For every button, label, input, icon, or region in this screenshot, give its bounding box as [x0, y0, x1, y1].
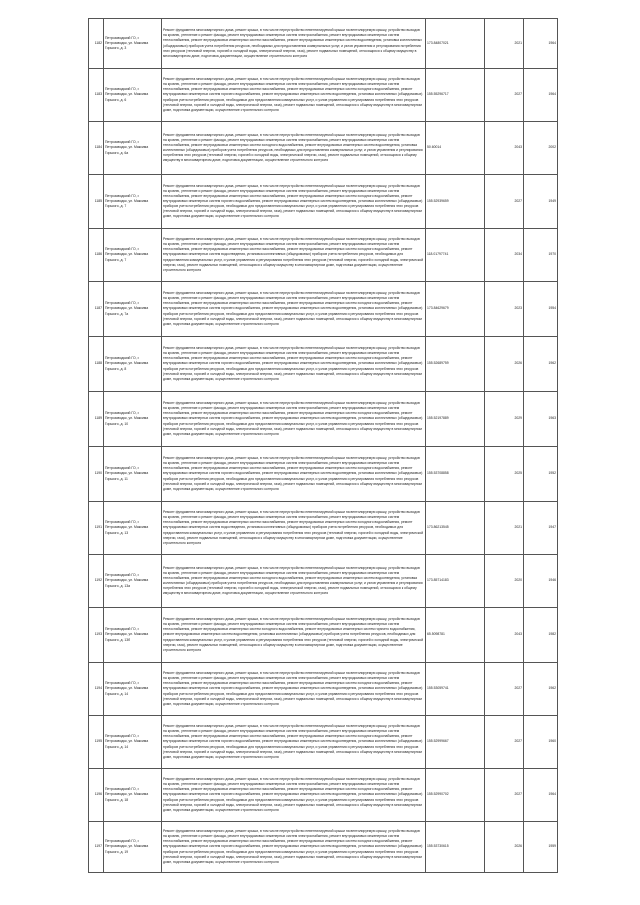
- address-cell: Петрозаводский ГО, г. Петрозаводск, ул. Максима Горького, д. 7а: [104, 282, 162, 337]
- row-number: 1192: [89, 555, 104, 608]
- row-number: 1197: [89, 822, 104, 873]
- address-cell: Петрозаводский ГО, г. Петрозаводск, ул. Максима Горького, д. 7: [104, 175, 162, 229]
- area-cell: 155.53708858: [426, 447, 485, 502]
- build-year-cell: 1949: [524, 175, 558, 229]
- works-description-cell: Ремонт фундамента многоквартирного дома, ремонт крыши, в том числе переустройство невентилируемой крыши на вентилируемую крышу, устройство выходов на кровлю, утепление и ремонт фасада, ремонт внутридомовых инженерных систем электроснабжения, ремонт внутридомовых инженерных систем теплоснабжения, ремонт внутридомовых инженерных систем газоснабжения, ремонт внутридомовых инженерных систем холодного водоснабжения, ремонт внутридомовых инженерных систем горячего водоснабжения, ремонт внутридомовых инженерных систем водоотведения, установка коллективных (общедомовых) приборов учета потребления ресурсов, необходимых для предоставления коммунальных услуг, и узлов управления и регулирования потребления этих ресурсов (тепловой энергии, горячей и холодной воды, электрической энергии, газа), ремонт подвальных помещений, относящихся к общему имуществу в многоквартирном доме, подготовка документации, осуществление строительного контроля: [162, 175, 426, 229]
- area-cell: 65.5098781: [426, 608, 485, 663]
- planned-year-cell: 2027: [485, 716, 524, 769]
- works-description-cell: Ремонт фундамента многоквартирного дома, ремонт крыши, в том числе переустройство невентилируемой крыши на вентилируемую крышу, устройство выходов на кровлю, утепление и ремонт фасада, ремонт внутридомовых инженерных систем электроснабжения, ремонт внутридомовых инженерных систем теплоснабжения, ремонт внутридомовых инженерных систем газоснабжения, ремонт внутридомовых инженерных систем холодного водоснабжения, ремонт внутридомовых инженерных систем горячего водоснабжения, ремонт внутридомовых инженерных систем водоотведения, установка коллективных (общедомовых) приборов учета потребления ресурсов, необходимых для предоставления коммунальных услуг, и узлов управления и регулирования потребления этих ресурсов (тепловой энергии, горячей и холодной воды, электрической энергии, газа), ремонт подвальных помещений, относящихся к общему имуществу в многоквартирном доме, подготовка документации, осуществление строительного контроля: [162, 663, 426, 716]
- area-cell: 155.55296717: [426, 69, 485, 122]
- row-number: 1184: [89, 122, 104, 175]
- table-row: [89, 392, 558, 447]
- build-year-cell: 1970: [524, 229, 558, 282]
- table-row: [89, 716, 558, 769]
- planned-year-cell: 2027: [485, 175, 524, 229]
- planned-year-cell: 2027: [485, 69, 524, 122]
- area-cell: 173.84807021: [426, 19, 485, 69]
- table-row: [89, 822, 558, 873]
- planned-year-cell: 2025: [485, 447, 524, 502]
- table-row: [89, 229, 558, 282]
- area-cell: 173.85714183: [426, 555, 485, 608]
- table-row: [89, 769, 558, 822]
- build-year-cell: 1952: [524, 447, 558, 502]
- repair-program-table: [88, 18, 558, 873]
- planned-year-cell: 2026: [485, 822, 524, 873]
- works-description-cell: Ремонт фундамента многоквартирного дома, ремонт крыши, в том числе переустройство невентилируемой крыши на вентилируемую крышу, устройство выходов на кровлю, утепление и ремонт фасада, ремонт внутридомовых инженерных систем электроснабжения, ремонт внутридомовых инженерных систем теплоснабжения, ремонт внутридомовых инженерных систем холодного водоснабжения, ремонт внутридомовых инженерных систем водоотведения, установка коллективных (общедомовых) приборов учета потребления ресурсов, необходимых для предоставления коммунальных услуг, и узлов управления и регулирования потребления этих ресурсов (тепловой энергии, горячей и холодной воды, электрической энергии, газа), ремонт подвальных помещений, относящихся к общему имуществу в многоквартирном доме, подготовка документации, осуществление строительного контроля: [162, 555, 426, 608]
- address-cell: Петрозаводский ГО, г. Петрозаводск, ул. Максима Горького, д. 10: [104, 392, 162, 447]
- works-description-cell: Ремонт фундамента многоквартирного дома, ремонт крыши, в том числе переустройство невентилируемой крыши на вентилируемую крышу, устройство выходов на кровлю, утепление и ремонт фасада, ремонт внутридомовых инженерных систем электроснабжения, ремонт внутридомовых инженерных систем теплоснабжения, ремонт внутридомовых инженерных систем газоснабжения, ремонт внутридомовых инженерных систем холодного водоснабжения, ремонт внутридомовых инженерных систем горячего водоснабжения, ремонт внутридомовых инженерных систем водоотведения, установка коллективных (общедомовых) приборов учета потребления ресурсов, необходимых для предоставления коммунальных услуг, и узлов управления и регулирования потребления этих ресурсов (тепловой энергии, горячей и холодной воды, электрической энергии, газа), ремонт подвальных помещений, относящихся к общему имуществу в многоквартирном доме, подготовка документации, осуществление строительного контроля: [162, 392, 426, 447]
- row-number: 1185: [89, 175, 104, 229]
- works-description-cell: Ремонт фундамента многоквартирного дома, ремонт крыши, в том числе переустройство невентилируемой крыши на вентилируемую крышу, устройство выходов на кровлю, утепление и ремонт фасада, ремонт внутридомовых инженерных систем электроснабжения, ремонт внутридомовых инженерных систем теплоснабжения, ремонт внутридомовых инженерных систем газоснабжения, ремонт внутридомовых инженерных систем холодного водоснабжения, ремонт внутридомовых инженерных систем горячего водоснабжения, ремонт внутридомовых инженерных систем водоотведения, установка коллективных (общедомовых) приборов учета потребления ресурсов, необходимых для предоставления коммунальных услуг, и узлов управления и регулирования потребления этих ресурсов (тепловой энергии, горячей и холодной воды, электрической энергии, газа), ремонт подвальных помещений, относящихся к общему имуществу в многоквартирном доме, подготовка документации, осуществление строительного контроля: [162, 337, 426, 392]
- build-year-cell: 1964: [524, 19, 558, 69]
- area-cell: 155.52197889: [426, 392, 485, 447]
- works-description-cell: Ремонт фундамента многоквартирного дома, ремонт крыши, в том числе переустройство невентилируемой крыши на вентилируемую крышу, устройство выходов на кровлю, утепление и ремонт фасада, ремонт внутридомовых инженерных систем электроснабжения, ремонт внутридомовых инженерных систем теплоснабжения, ремонт внутридомовых инженерных систем газоснабжения, ремонт внутридомовых инженерных систем водоотведения, установка коллективных (общедомовых) приборов учета потребления ресурсов, необходимых для предоставления коммунальных услуг, и узлов управления и регулирования потребления этих ресурсов (тепловой энергии, горячей и холодной воды, электрической энергии, газа), ремонт подвальных помещений, относящихся к общему имуществу в многоквартирном доме, подготовка документации, осуществление строительного контроля: [162, 19, 426, 69]
- address-cell: Петрозаводский ГО, г. Петрозаводск, ул. Максима Горького, д. 6а: [104, 122, 162, 175]
- area-cell: 155.52990702: [426, 769, 485, 822]
- row-number: 1195: [89, 716, 104, 769]
- table-row: [89, 19, 558, 69]
- build-year-cell: 1946: [524, 555, 558, 608]
- address-cell: Петрозаводский ГО, г. Петрозаводск, ул. Максима Горького, д. 19: [104, 822, 162, 873]
- works-description-cell: Ремонт фундамента многоквартирного дома, ремонт крыши, в том числе переустройство невентилируемой крыши на вентилируемую крышу, устройство выходов на кровлю, утепление и ремонт фасада, ремонт внутридомовых инженерных систем электроснабжения, ремонт внутридомовых инженерных систем теплоснабжения, ремонт внутридомовых инженерных систем газоснабжения, ремонт внутридомовых инженерных систем холодного водоснабжения, ремонт внутридомовых инженерных систем водоотведения, установка коллективных (общедомовых) приборов учета потребления ресурсов, необходимых для предоставления коммунальных услуг, и узлов управления и регулирования потребления этих ресурсов (тепловой энергии, горячей и холодной воды, электрической энергии, газа), ремонт подвальных помещений, относящихся к общему имуществу в многоквартирном доме, подготовка документации, осуществление строительного контроля: [162, 502, 426, 555]
- planned-year-cell: 2027: [485, 663, 524, 716]
- works-description-cell: Ремонт фундамента многоквартирного дома, ремонт крыши, в том числе переустройство невентилируемой крыши на вентилируемую крышу, устройство выходов на кровлю, утепление и ремонт фасада, ремонт внутридомовых инженерных систем электроснабжения, ремонт внутридомовых инженерных систем теплоснабжения, ремонт внутридомовых инженерных систем холодного водоснабжения, ремонт внутридомовых инженерных систем горячего водоснабжения, ремонт внутридомовых инженерных систем водоотведения, установка коллективных (общедомовых) приборов учета потребления ресурсов, необходимых для предоставления коммунальных услуг, и узлов управления и регулирования потребления этих ресурсов (тепловой энергии, горячей и холодной воды, электрической энергии, газа), ремонт подвальных помещений, относящихся к общему имуществу в многоквартирном доме, подготовка документации, осуществление строительного контроля: [162, 608, 426, 663]
- works-description-cell: Ремонт фундамента многоквартирного дома, ремонт крыши, в том числе переустройство невентилируемой крыши на вентилируемую крышу, устройство выходов на кровлю, утепление и ремонт фасада, ремонт внутридомовых инженерных систем электроснабжения, ремонт внутридомовых инженерных систем теплоснабжения, ремонт внутридомовых инженерных систем газоснабжения, ремонт внутридомовых инженерных систем холодного водоснабжения, ремонт внутридомовых инженерных систем горячего водоснабжения, ремонт внутридомовых инженерных систем водоотведения, установка коллективных (общедомовых) приборов учета потребления ресурсов, необходимых для предоставления коммунальных услуг, и узлов управления и регулирования потребления этих ресурсов (тепловой энергии, горячей и холодной воды, электрической энергии, газа), ремонт подвальных помещений, относящихся к общему имуществу в многоквартирном доме, подготовка документации, осуществление строительного контроля: [162, 822, 426, 873]
- row-number: 1196: [89, 769, 104, 822]
- table-row: [89, 502, 558, 555]
- area-cell: 155.52689759: [426, 337, 485, 392]
- table-body: [89, 19, 558, 873]
- address-cell: Петрозаводский ГО, г. Петрозаводск, ул. Максима Горького, д. 14: [104, 663, 162, 716]
- area-cell: 50.60014: [426, 122, 485, 175]
- table-row: [89, 282, 558, 337]
- address-cell: Петрозаводский ГО, г. Петрозаводск, ул. Максима Горького, д. 13б: [104, 608, 162, 663]
- build-year-cell: 1964: [524, 69, 558, 122]
- works-description-cell: Ремонт фундамента многоквартирного дома, ремонт крыши, в том числе переустройство невентилируемой крыши на вентилируемую крышу, устройство выходов на кровлю, утепление и ремонт фасада, ремонт внутридомовых инженерных систем электроснабжения, ремонт внутридомовых инженерных систем теплоснабжения, ремонт внутридомовых инженерных систем газоснабжения, ремонт внутридомовых инженерных систем холодного водоснабжения, ремонт внутридомовых инженерных систем горячего водоснабжения, ремонт внутридомовых инженерных систем водоотведения, установка коллективных (общедомовых) приборов учета потребления ресурсов, необходимых для предоставления коммунальных услуг, и узлов управления и регулирования потребления этих ресурсов (тепловой энергии, горячей и холодной воды, электрической энергии, газа), ремонт подвальных помещений, относящихся к общему имуществу в многоквартирном доме, подготовка документации, осуществление строительного контроля: [162, 716, 426, 769]
- area-cell: 155.52999667: [426, 716, 485, 769]
- table-row: [89, 122, 558, 175]
- planned-year-cell: 2023: [485, 282, 524, 337]
- row-number: 1186: [89, 229, 104, 282]
- table-row: [89, 337, 558, 392]
- planned-year-cell: 2026: [485, 337, 524, 392]
- works-description-cell: Ремонт фундамента многоквартирного дома, ремонт крыши, в том числе переустройство невентилируемой крыши на вентилируемую крышу, устройство выходов на кровлю, утепление и ремонт фасада, ремонт внутридомовых инженерных систем электроснабжения, ремонт внутридомовых инженерных систем теплоснабжения, ремонт внутридомовых инженерных систем газоснабжения, ремонт внутридомовых инженерных систем холодного водоснабжения, ремонт внутридомовых инженерных систем горячего водоснабжения, ремонт внутридомовых инженерных систем водоотведения, установка коллективных (общедомовых) приборов учета потребления ресурсов, необходимых для предоставления коммунальных услуг, и узлов управления и регулирования потребления этих ресурсов (тепловой энергии, горячей и холодной воды, электрической энергии, газа), ремонт подвальных помещений, относящихся к общему имуществу в многоквартирном доме, подготовка документации, осуществление строительного контроля: [162, 447, 426, 502]
- build-year-cell: 2002: [524, 122, 558, 175]
- row-number: 1191: [89, 502, 104, 555]
- build-year-cell: 1959: [524, 822, 558, 873]
- works-description-cell: Ремонт фундамента многоквартирного дома, ремонт крыши, в том числе переустройство невентилируемой крыши на вентилируемую крышу, устройство выходов на кровлю, утепление и ремонт фасада, ремонт внутридомовых инженерных систем электроснабжения, ремонт внутридомовых инженерных систем теплоснабжения, ремонт внутридомовых инженерных систем газоснабжения, ремонт внутридомовых инженерных систем холодного водоснабжения, ремонт внутридомовых инженерных систем горячего водоснабжения, ремонт внутридомовых инженерных систем водоотведения, установка коллективных (общедомовых) приборов учета потребления ресурсов, необходимых для предоставления коммунальных услуг, и узлов управления и регулирования потребления этих ресурсов (тепловой энергии, горячей и холодной воды, электрической энергии, газа), ремонт подвальных помещений, относящихся к общему имуществу в многоквартирном доме, подготовка документации, осуществление строительного контроля: [162, 69, 426, 122]
- area-cell: 118.01797741: [426, 229, 485, 282]
- table-row: [89, 69, 558, 122]
- works-description-cell: Ремонт фундамента многоквартирного дома, ремонт крыши, в том числе переустройство невентилируемой крыши на вентилируемую крышу, устройство выходов на кровлю, утепление и ремонт фасада, ремонт внутридомовых инженерных систем электроснабжения, ремонт внутридомовых инженерных систем теплоснабжения, ремонт внутридомовых инженерных систем газоснабжения, ремонт внутридомовых инженерных систем холодного водоснабжения, ремонт внутридомовых инженерных систем водоотведения, установка коллективных (общедомовых) приборов учета потребления ресурсов, необходимых для предоставления коммунальных услуг, и узлов управления и регулирования потребления этих ресурсов (тепловой энергии, горячей и холодной воды, электрической энергии, газа), ремонт подвальных помещений, относящихся к общему имуществу в многоквартирном доме, подготовка документации, осуществление строительного контроля: [162, 229, 426, 282]
- planned-year-cell: 2021: [485, 502, 524, 555]
- row-number: 1188: [89, 337, 104, 392]
- planned-year-cell: 2043: [485, 608, 524, 663]
- address-cell: Петрозаводский ГО, г. Петрозаводск, ул. Максима Горького, д. 11: [104, 447, 162, 502]
- address-cell: Петрозаводский ГО, г. Петрозаводск, ул. Максима Горького, д. 3: [104, 19, 162, 69]
- build-year-cell: 1960: [524, 716, 558, 769]
- address-cell: Петрозаводский ГО, г. Петрозаводск, ул. Максима Горького, д. 6: [104, 69, 162, 122]
- area-cell: 173.84629679: [426, 282, 485, 337]
- area-cell: 155.53059741: [426, 663, 485, 716]
- build-year-cell: 1982: [524, 608, 558, 663]
- row-number: 1182: [89, 19, 104, 69]
- row-number: 1187: [89, 282, 104, 337]
- works-description-cell: Ремонт фундамента многоквартирного дома, ремонт крыши, в том числе переустройство невентилируемой крыши на вентилируемую крышу, устройство выходов на кровлю, утепление и ремонт фасада, ремонт внутридомовых инженерных систем электроснабжения, ремонт внутридомовых инженерных систем теплоснабжения, ремонт внутридомовых инженерных систем газоснабжения, ремонт внутридомовых инженерных систем холодного водоснабжения, ремонт внутридомовых инженерных систем горячего водоснабжения, ремонт внутридомовых инженерных систем водоотведения, установка коллективных (общедомовых) приборов учета потребления ресурсов, необходимых для предоставления коммунальных услуг, и узлов управления и регулирования потребления этих ресурсов (тепловой энергии, горячей и холодной воды, электрической энергии, газа), ремонт подвальных помещений, относящихся к общему имуществу в многоквартирном доме, подготовка документации, осуществление строительного контроля: [162, 769, 426, 822]
- planned-year-cell: 2027: [485, 769, 524, 822]
- row-number: 1194: [89, 663, 104, 716]
- table-row: [89, 175, 558, 229]
- row-number: 1193: [89, 608, 104, 663]
- build-year-cell: 1962: [524, 663, 558, 716]
- area-cell: 155.52939659: [426, 175, 485, 229]
- planned-year-cell: 2020: [485, 555, 524, 608]
- build-year-cell: 1947: [524, 502, 558, 555]
- works-description-cell: Ремонт фундамента многоквартирного дома, ремонт крыши, в том числе переустройство невентилируемой крыши на вентилируемую крышу, устройство выходов на кровлю, утепление и ремонт фасада, ремонт внутридомовых инженерных систем электроснабжения, ремонт внутридомовых инженерных систем теплоснабжения, ремонт внутридомовых инженерных систем холодного водоснабжения, ремонт внутридомовых инженерных систем водоотведения, установка коллективных (общедомовых) приборов учета потребления ресурсов, необходимых для предоставления коммунальных услуг, и узлов управления и регулирования потребления этих ресурсов (тепловой энергии, горячей и холодной воды, электрической энергии, газа), ремонт подвальных помещений, относящихся к общему имуществу в многоквартирном доме, подготовка документации, осуществление строительного контроля: [162, 122, 426, 175]
- address-cell: Петрозаводский ГО, г. Петрозаводск, ул. Максима Горького, д. 13: [104, 502, 162, 555]
- document-page: [88, 18, 556, 873]
- table-row: [89, 663, 558, 716]
- build-year-cell: 1954: [524, 282, 558, 337]
- build-year-cell: 1963: [524, 392, 558, 447]
- area-cell: 155.53730615: [426, 822, 485, 873]
- build-year-cell: 1964: [524, 769, 558, 822]
- planned-year-cell: 2029: [485, 392, 524, 447]
- build-year-cell: 1962: [524, 337, 558, 392]
- works-description-cell: Ремонт фундамента многоквартирного дома, ремонт крыши, в том числе переустройство невентилируемой крыши на вентилируемую крышу, устройство выходов на кровлю, утепление и ремонт фасада, ремонт внутридомовых инженерных систем электроснабжения, ремонт внутридомовых инженерных систем теплоснабжения, ремонт внутридомовых инженерных систем газоснабжения, ремонт внутридомовых инженерных систем холодного водоснабжения, ремонт внутридомовых инженерных систем горячего водоснабжения, ремонт внутридомовых инженерных систем водоотведения, установка коллективных (общедомовых) приборов учета потребления ресурсов, необходимых для предоставления коммунальных услуг, и узлов управления и регулирования потребления этих ресурсов (тепловой энергии, горячей и холодной воды, электрической энергии, газа), ремонт подвальных помещений, относящихся к общему имуществу в многоквартирном доме, подготовка документации, осуществление строительного контроля: [162, 282, 426, 337]
- planned-year-cell: 2043: [485, 122, 524, 175]
- row-number: 1189: [89, 392, 104, 447]
- address-cell: Петрозаводский ГО, г. Петрозаводск, ул. Максима Горького, д. 14: [104, 716, 162, 769]
- table-row: [89, 447, 558, 502]
- address-cell: Петрозаводский ГО, г. Петрозаводск, ул. Максима Горького, д. 13а: [104, 555, 162, 608]
- row-number: 1183: [89, 69, 104, 122]
- table-row: [89, 555, 558, 608]
- address-cell: Петрозаводский ГО, г. Петрозаводск, ул. Максима Горького, д. 8: [104, 337, 162, 392]
- address-cell: Петрозаводский ГО, г. Петрозаводск, ул. Максима Горького, д. 18: [104, 769, 162, 822]
- planned-year-cell: 2021: [485, 19, 524, 69]
- address-cell: Петрозаводский ГО, г. Петрозаводск, ул. Максима Горького, д. 7: [104, 229, 162, 282]
- area-cell: 173.86213545: [426, 502, 485, 555]
- table-row: [89, 608, 558, 663]
- planned-year-cell: 2034: [485, 229, 524, 282]
- row-number: 1190: [89, 447, 104, 502]
